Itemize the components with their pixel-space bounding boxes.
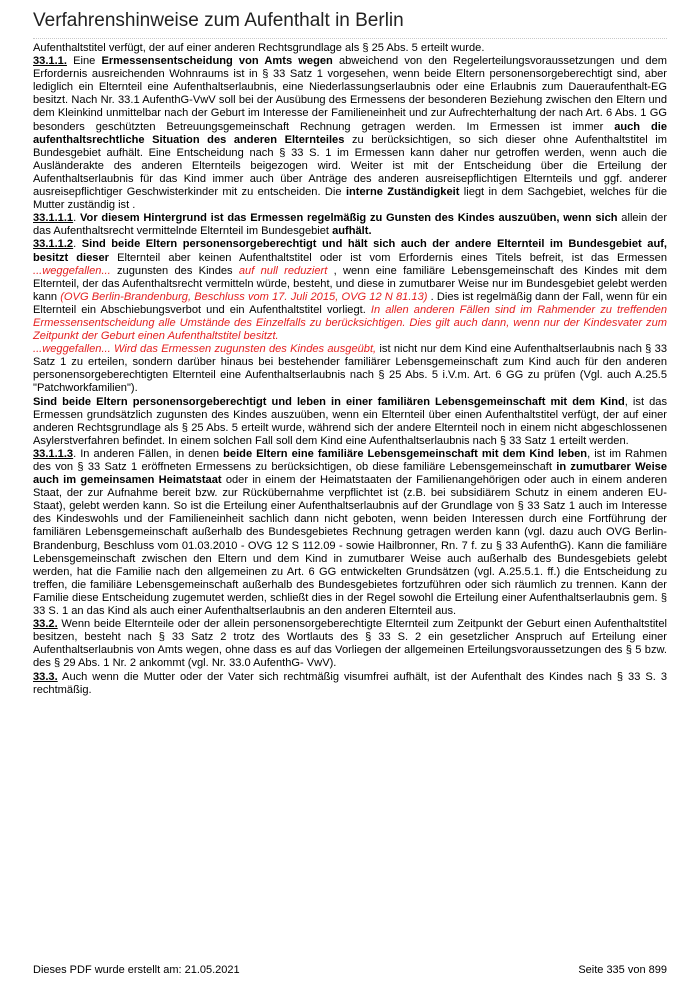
section-number: 33.1.1.3 <box>33 447 74 460</box>
paragraph-both-parents: Sind beide Eltern personensorgeberechtigt und leben in einer familiären Lebensgemeinschaft mit dem Kind, ist das Ermessen grundsätzlich zugunsten des Kindes auszuüben, wenn ein Elternteil über einen Aufenthaltstitel verfügt, der auf einer anderen Rechtsgrundlage als § 25 Abs. 5 erteilt wurde, während sich der andere Elternteil noch in einem nicht abgeschlossenen Asylerstverfahren befindet. In einem solchen Fall soll dem Kind eine Aufenthaltserlaubnis nach § 33 Satz 1 erteilt werden. <box>33 395 667 447</box>
section-number: 33.1.1.1 <box>33 212 74 225</box>
amendment-note: ...weggefallen... <box>33 264 111 277</box>
paragraph-33-1-1-2: 33.1.1.2. Sind beide Eltern personensorgeberechtigt und hält sich auch der andere Elternteil im Bundesgebiet auf, besitzt dieser Elternteil aber keinen Aufenthaltstitel oder ist vom Erfordernis eines Titels befreit, ist das Ermessen ...weggefallen... zugunsten des Kindes auf null reduziert , wenn eine familiäre Lebensgemeinschaft des Kindes mit dem Elternteil, der das Aufenthaltsrecht vermitteln würde, besteht, und diese in zumutbarer Weise nur im Bundesgebiet gelebt werden kann (OVG Berlin-Brandenburg, Beschluss vom 17. Juli 2015, OVG 12 N 81.13) . Dies ist regelmäßig dann der Fall, wenn für ein Elternteil ein Abschiebungsverbot und ein Aufenthaltstitel vorliegt. In allen anderen Fällen sind im Rahmender zu treffenden Ermessensentscheidung alle Umstände des Einzelfalls zu berücksichtigen. Dies gilt auch dann, wenn nur der Kindesvater zum Zeitpunkt der Geburt einen Aufenthaltstitel besitzt. <box>33 238 667 343</box>
amendment-note: In allen anderen Fällen sind im Rahmender zu treffenden Ermessensentscheidung alle Umstände des Einzelfalls zu berücksichtigen. Dies gilt auch dann, wenn nur der Kindesvater zum Zeitpunkt der Geburt einen Aufenthaltstitel besitzt. <box>33 303 667 343</box>
amendment-note: (OVG Berlin-Brandenburg, Beschluss vom 17. Juli 2015, OVG 12 N 81.13) <box>60 290 428 303</box>
amendment-note: auf null reduziert <box>238 264 328 277</box>
section-number: 33.1.1.2 <box>33 238 74 251</box>
paragraph-0: Aufenthaltstitel verfügt, der auf einer anderen Rechtsgrundlage als § 25 Abs. 5 erteilt wurde. <box>33 42 485 54</box>
creation-date: Dieses PDF wurde erstellt am: 21.05.2021 <box>33 964 240 976</box>
section-number: 33.3. <box>33 670 58 683</box>
page-number: Seite 335 von 899 <box>578 964 667 976</box>
paragraph-33-3: 33.3. Auch wenn die Mutter oder der Vater sich rechtmäßig visumfrei aufhält, ist der Aufenthalt des Kindes nach § 33 S. 3 rechtmäßig. <box>33 670 667 696</box>
page-footer <box>33 964 667 976</box>
section-number: 33.1.1. <box>33 55 67 68</box>
section-number: 33.2. <box>33 618 58 631</box>
paragraph-33-1-1-3: 33.1.1.3. In anderen Fällen, in denen beide Eltern eine familiäre Lebensgemeinschaft mit dem Kind leben, ist im Rahmen des von § 33 Satz 1 eröffneten Ermessens zu berücksichtigen, ob diese familiäre Lebensgemeinschaft in zumutbarer Weise auch im gemeinsamen Heimatstaat oder in einem der Heimatstaaten der Familienangehörigen oder auch in einem anderen Staat, der zur Aufnahme bereit bzw. zur Rückübernahme verpflichtet ist (z.B. bei subsidiärem Schutz in einem anderen EU-Staat), gelebt werden kann. So ist die Erteilung einer Aufenthaltserlaubnis auf der Grundlage von § 33 Satz 1 auch im Interesse des Kindeswohls und der Familieneinheit sachlich dann nicht geboten, wenn beiden Interessen durch eine Fortführung der familiären Lebensgemeinschaft außerhalb des Bundesgebietes Rechnung getragen werden kann (vgl. dazu auch OVG Berlin-Brandenburg, Beschluss vom 01.03.2010 - OVG 12 S 112.09 - sowie Hailbronner, Rn. 7 f. zu § 33 AufenthG). Kann die familiäre Lebensgemeinschaft zwischen den Eltern und dem Kind in zumutbarer Weise auch außerhalb des Bundesgebiets gelebt werden, hat die Familie nach den allgemeinen zu Art. 6 GG entwickelten Grundsätzen (vgl. A.25.5.1. ff.) die Entscheidung zu treffen, die familiäre Lebensgemeinschaft außerhalb des Bundesgebietes fortzuführen oder sich räumlich zu trennen. Kann der Familie diese Entscheidung zugemutet werden, schließt dies in der Regel sowohl die Erteilung einer Aufenthaltserlaubnis gem. § 33 S. 1 an das Kind als auch einer Aufenthaltserlaubnis an den anderen Elternteil aus. <box>33 447 667 618</box>
paragraph-33-1-1-1: 33.1.1.1. Vor diesem Hintergrund ist das Ermessen regelmäßig zu Gunsten des Kindes auszuüben, wenn sich allein der das Aufenthaltsrecht vermittelnde Elternteil im Bundesgebiet aufhält. <box>33 212 668 238</box>
paragraph-33-2: 33.2. Wenn beide Elternteile oder der allein personensorgeberechtigte Elternteil zum Zeitpunkt der Geburt einen Aufenthaltstitel besitzen, besteht nach § 33 Satz 2 trotz des Wortlauts des § 33 S. 2 ein gesetzlicher Anspruch auf Erteilung einer Aufenthaltserlaubnis von Amts wegen, ohne dass es auf das Vorliegen der allgemeinen Erteilungsvoraussetzungen des § 5 bzw. des § 29 Abs. 1 Nr. 2 ankommt (vgl. Nr. 33.0 AufenthG- VwV). <box>33 618 667 670</box>
paragraph-discretion: ...weggefallen... Wird das Ermessen zugunsten des Kindes ausgeübt, ist nicht nur dem Kind eine Aufenthaltserlaubnis nach § 33 Satz 1 zu erteilen, sondern darüber hinaus bei bestehender familiärer Lebensgemeinschaft zum Kind auch für den anderen personensorgeberechtigten Elternteil eine Aufenthaltserlaubnis nach § 25 Abs. 5 i.V.m. Art. 6 GG zu prüfen (Vgl. auch A.25.5 "Patchworkfamilien"). <box>33 343 667 395</box>
paragraph-33-1-1: 33.1.1. Eine Ermessensentscheidung von Amts wegen abweichend von den Regelerteilungsvoraussetzungen und dem Erfordernis ausreichenden Wohnraums ist in § 33 Satz 1 vorgesehen, wenn beide Eltern personensorgeberechtigt sind, aber lediglich ein Elternteil eine Aufenthaltserlaubnis, eine Niederlassungserlaubnis oder eine Erlaubnis zum Daueraufenthalt-EG besitzt. Nach Nr. 33.1 AufenthG-VwV soll bei der Ausübung des Ermessens der besonderen Beziehung zwischen den Eltern und dem Kleinkind unmittelbar nach der Geburt im Interesse der Familieneinheit und zur Aufrechterhaltung der nach Art. 6 Abs. 1 GG besonders geschützten Betreuungsgemeinschaft Rechnung getragen werden. Im Ermessen ist immer auch die aufenthaltsrechtliche Situation des anderen Elternteiles zu berücksichtigen, so sich dieser ohne Aufenthaltstitel im Bundesgebiet aufhält. Eine Entscheidung nach § 33 S. 1 im Ermessen kann daher nur getroffen werden, wenn auch die Ausländerakte des anderen Elternteils beigezogen wird. Weiter ist mit der Entscheidung über die Erteilung der Aufenthaltserlaubnis für das Kind immer auch über Anträge des anderen ausreisepflichtigen Elternteils und ggf. anderer ausreisepflichtiger Geschwisterkinder mit zu entscheiden. Die interne Zuständigkeit liegt in dem Sachgebiet, welches für die Mutter zuständig ist . <box>33 55 668 212</box>
page-title: Verfahrenshinweise zum Aufenthalt in Berlin <box>33 10 667 39</box>
document-body <box>33 42 667 697</box>
amendment-note: ...weggefallen... Wird das Ermessen zugunsten des Kindes ausgeübt, <box>33 343 377 356</box>
